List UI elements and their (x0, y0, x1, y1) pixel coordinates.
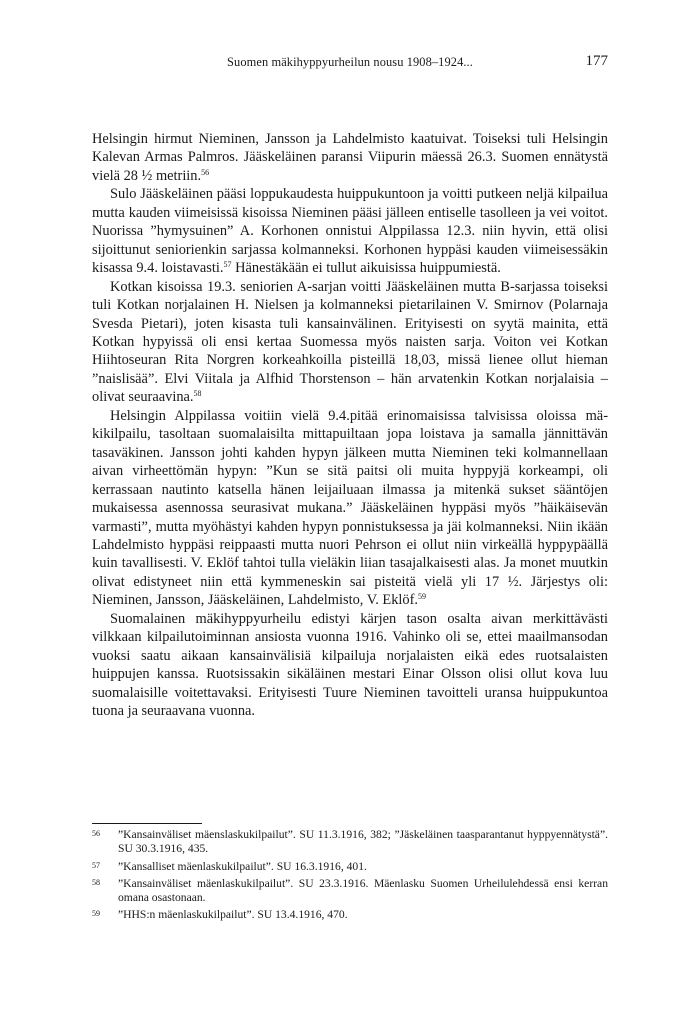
footnote-number: 59 (92, 909, 100, 919)
footnote-reference[interactable]: 58 (193, 389, 202, 399)
body-paragraph (92, 130, 608, 185)
footnote (92, 908, 608, 922)
body-paragraph (92, 185, 608, 277)
footnote-reference[interactable]: 56 (201, 167, 210, 177)
footnote-text: ”Kansainväliset mäenslaskukilpailut”. SU 11.3.1916, 382; ”Jäskeläinen taasparantanut hyppyennätystä”. SU 30.3.1916, 435. (118, 828, 608, 856)
body-paragraph (92, 610, 608, 721)
running-title: Suomen mäkihyppyurheilun nousu 1908–1924... (227, 55, 473, 69)
footnote (92, 877, 608, 906)
paragraph-text: Helsingin Alppilassa voitiin vielä 9.4.pitää erinomaisissa talvisissa oloissa mäkikilpailu, tasoltaan suomalaisilta mittapuiltaan jopa loistava ja samalla jännittävän tasaväkinen. Jansson johti kahden hypyn jälkeen mutta Nieminen teki kolmannellaan aivan virheettömän hypyn: ”Kun se sitä paitsi oli muita hyppyjä korkeampi, oli kerrassaan nautinto katsella hänen leijailuaan ilmassa ja mitenkä sukset sääntöjen mukaisessa asennossa seurasivat mukana.” Jääskeläinen hyppäsi myös ”häikäisevän varmasti”, mutta myöhästyi kahden hypyn ponnistuksessa ja jäi kolmanneksi. Niin ikään Lahdelmisto hyppäsi reippaasti mutta nuori Pehrson ei ollut niin virkeällä hyppypäällä kuin tavallisesti. V. Eklöf tahtoi tulla vieläkin liian tasajalkaisesti alas. Ja monet muutkin olivat edistyneet niin että kymmeneskin sai pisteitä vielä yli 17 ½. Järjestys oli: Nieminen, Jansson, Jääskeläinen, Lahdelmisto, V. Eklöf. (92, 407, 608, 609)
footnote-reference[interactable]: 59 (418, 592, 427, 602)
paragraph-text: Suomalainen mäkihyppyurheilu edistyi kärjen tason osalta aivan merkittävästi vilkkaan kilpailutoiminnan ansiosta vuonna 1916. Vahinko oli se, ettei maailmansodan vuoksi saatu aikaan kansainvälisiä kilpailuja norjalaisten eikä edes ruotsalaisten huippujen kanssa. Ruotsissakin sikäläinen mestari Einar Olsson olisi ollut kova luu suomalaisille voitettavaksi. Erityisesti Tuure Nieminen tavoitteli uransa huippukuntoa tuona ja seuraavana vuonna. (92, 610, 608, 720)
footnote-reference[interactable]: 57 (223, 260, 232, 270)
footnote-number: 58 (92, 877, 100, 887)
page-number: 177 (585, 53, 608, 69)
running-head (92, 53, 608, 73)
body-text (92, 130, 608, 721)
footnote (92, 828, 608, 857)
footnote-number: 57 (92, 860, 100, 870)
paragraph-text: Helsingin hirmut Nieminen, Jansson ja Lahdelmisto kaatuivat. Toiseksi tuli Helsingin Kalevan Armas Palmros. Jääskeläinen paransi Viipurin mäessä 26.3. Suomen ennätystä vielä 28 ½ metriin. (92, 131, 608, 184)
paragraph-text: Hänestäkään ei tullut aikuisissa huippumiestä. (231, 260, 501, 277)
body-paragraph (92, 278, 608, 407)
footnote-text: ”HHS:n mäenlaskukilpailut”. SU 13.4.1916, 470. (118, 908, 348, 922)
footnote-number: 56 (92, 829, 100, 838)
footnotes (92, 828, 608, 926)
footnote-text: ”Kansalliset mäenlaskukilpailut”. SU 16.3.1916, 401. (118, 859, 367, 873)
body-paragraph (92, 407, 608, 610)
footnote (92, 860, 608, 874)
paragraph-text: Sulo Jääskeläinen pääsi loppukaudesta huippukuntoon ja voitti putkeen neljä kilpailua mutta kauden viimeisissä kisoissa Nieminen pääsi jälleen entiselle tasolleen ja vei voitot. Nuorissa ”hymysuinen” A. Korhonen onnistui Alppilassa 12.3. niin hyvin, että olisi sijoittunut seniorienkin sarjassa kolmanneksi. Korhonen hyppäsi kauden viimeisessäkin kisassa 9.4. loistavasti. (92, 186, 608, 277)
paragraph-text: Kotkan kisoissa 19.3. seniorien A-sarjan voitti Jääskeläinen mutta B-sarjassa toiseksi tuli Kotkan norjalainen H. Nielsen ja kolmanneksi pietarilainen V. Smirnov (Polarnaja Svesda Pietari), joten kisasta tuli kansainvälinen. Erityisesti on syytä mainita, että Kotkan hypyissä oli ensi kertaa Suomessa myös naisten sarja. Voiton vei Kotkan Hiihtoseuran Rita Norgren korkeahkoilla pisteillä 18,03, missä lienee ollut hieman ”naislisää”. Elvi Viitala ja Alfhid Thorstenson – hän arvatenkin Kotkan norjalaisia – olivat seuraavina. (92, 278, 608, 406)
footnote-text: ”Kansainväliset mäenlaskukilpailut”. SU 23.3.1916. Mäenlasku Suomen Urheilulehdessä ensi kerran omana osastonaan. (118, 876, 608, 905)
footnote-divider (92, 823, 202, 824)
